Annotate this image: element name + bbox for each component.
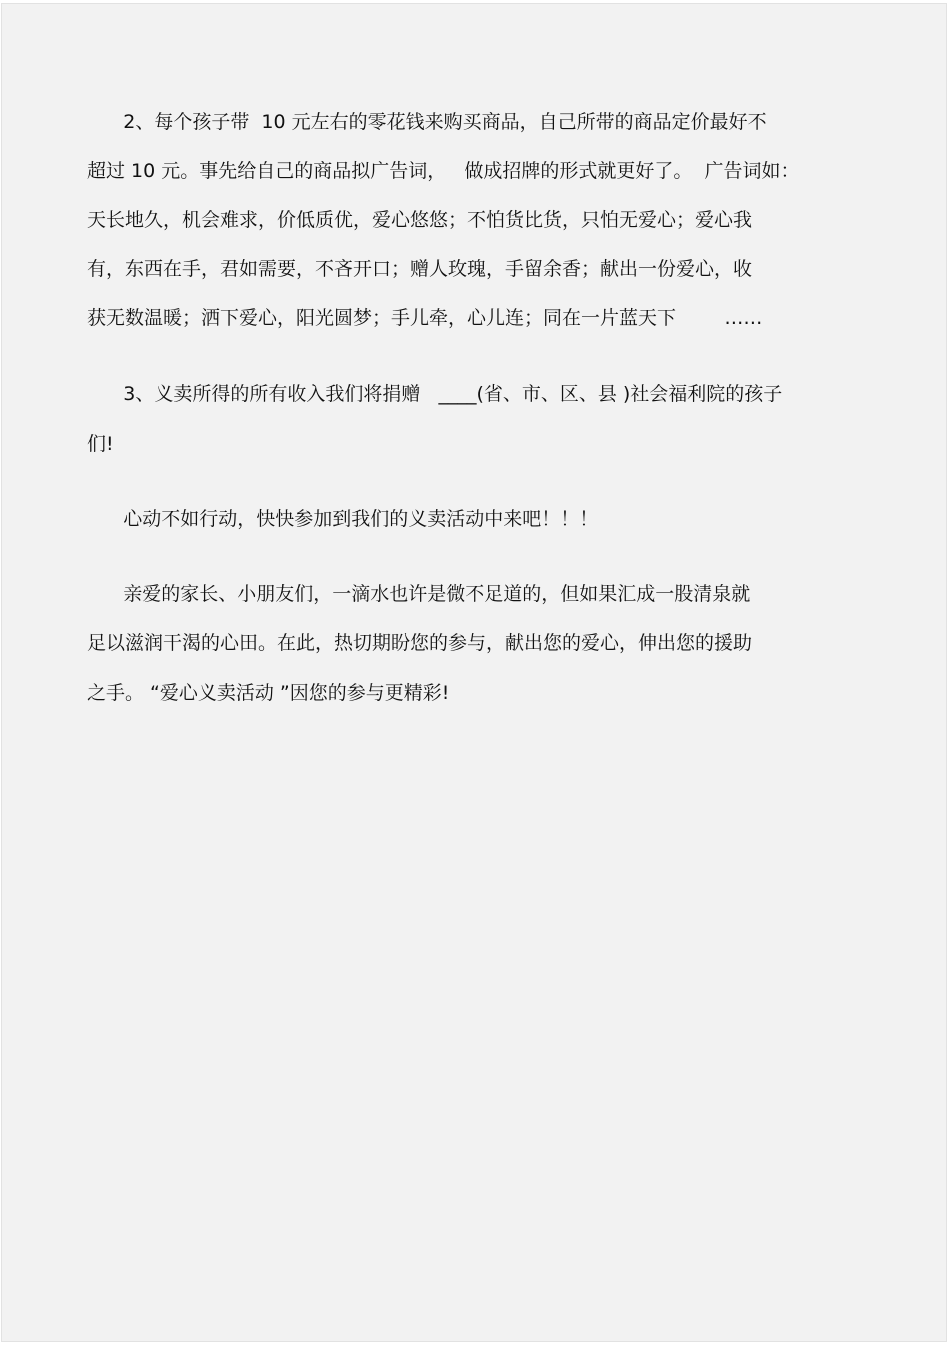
paragraph-3-line-1: 3、义卖所得的所有收入我们将捐赠 ____(省、市、区、县 )社会福利院的孩子 [87, 383, 783, 405]
paragraph-2-line-5: 获无数温暖；洒下爱心，阳光圆梦；手儿牵，心儿连；同在一片蓝天下 …… [87, 307, 763, 329]
paragraph-2-line-1: 2、每个孩子带 10 元左右的零花钱来购买商品，自己所带的商品定价最好不 [87, 111, 767, 133]
paragraph-3-line-2: 们! [87, 433, 114, 455]
closing-paragraph-line-2: 足以滋润干渴的心田。在此，热切期盼您的参与，献出您的爱心，伸出您的援助 [87, 632, 753, 654]
closing-paragraph-line-3: 之手。 “爱心义卖活动 ”因您的参与更精彩! [87, 682, 450, 704]
document-page [1, 3, 947, 1342]
paragraph-2-line-2: 超过 10 元。事先给自己的商品拟广告词， 做成招牌的形式就更好了。 广告词如： [87, 160, 800, 182]
paragraph-2-line-3: 天长地久，机会难求，价低质优，爱心悠悠；不怕货比货，只怕无爱心；爱心我 [87, 209, 753, 231]
call-to-action-line: 心动不如行动，快快参加到我们的义卖活动中来吧！！！ [87, 508, 599, 530]
paragraph-2-line-4: 有，东西在手，君如需要，不吝开口；赠人玫瑰，手留余香；献出一份爱心，收 [87, 258, 753, 280]
closing-paragraph-line-1: 亲爱的家长、小朋友们，一滴水也许是微不足道的，但如果汇成一股清泉就 [87, 583, 751, 605]
